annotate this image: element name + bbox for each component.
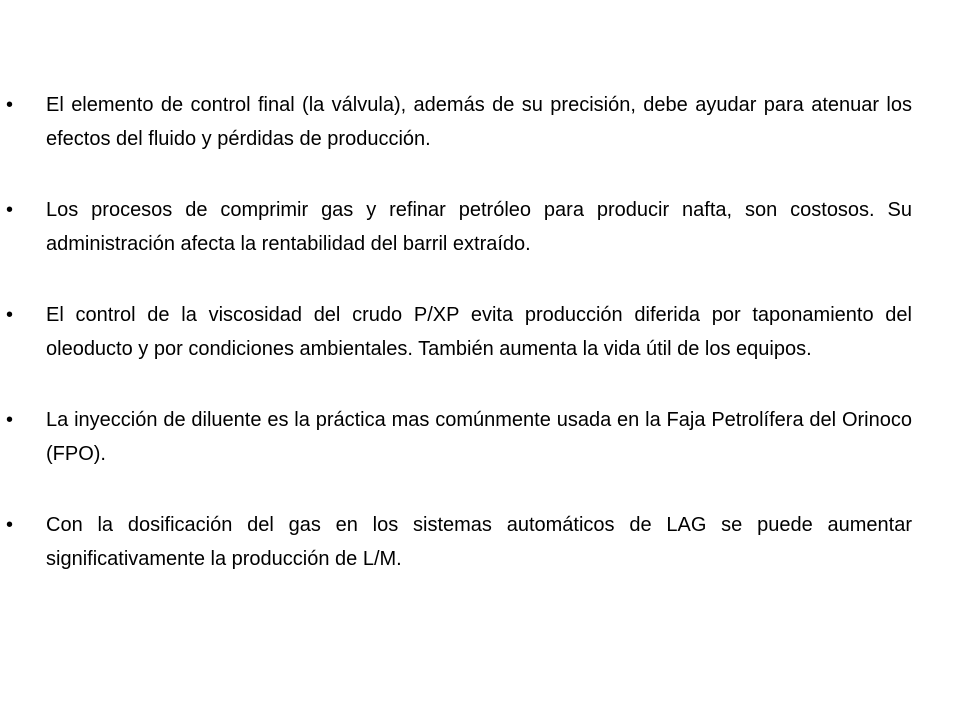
bullet-item-gas-refining <box>0 194 960 261</box>
bullet-icon: • <box>6 304 14 326</box>
bullet-item-viscosity <box>0 299 960 366</box>
bullet-text: La inyección de diluente es la práctica mas comúnmente usada en la Faja Petrolífera del Orinoco (FPO). <box>46 409 912 465</box>
bullet-icon: • <box>6 94 14 116</box>
bullet-item-gas-dosing <box>0 509 960 576</box>
bullet-text: Los procesos de comprimir gas y refinar petróleo para producir nafta, son costosos. Su administración afecta la rentabilidad del barril extraído. <box>46 199 912 255</box>
bullet-item-diluent <box>0 404 960 471</box>
bullet-text: Con la dosificación del gas en los sistemas automáticos de LAG se puede aumentar significativamente la producción de L/M. <box>46 514 912 570</box>
bullet-icon: • <box>6 514 14 536</box>
bullet-item-valve <box>0 89 960 156</box>
bullet-text: El control de la viscosidad del crudo P/XP evita producción diferida por taponamiento del oleoducto y por condiciones ambientales. También aumenta la vida útil de los equipos. <box>46 304 912 360</box>
bullet-icon: • <box>6 409 14 431</box>
bullet-text: El elemento de control final (la válvula), además de su precisión, debe ayudar para atenuar los efectos del fluido y pérdidas de producción. <box>46 94 912 150</box>
bullet-icon: • <box>6 199 14 221</box>
bullet-list <box>0 89 960 614</box>
